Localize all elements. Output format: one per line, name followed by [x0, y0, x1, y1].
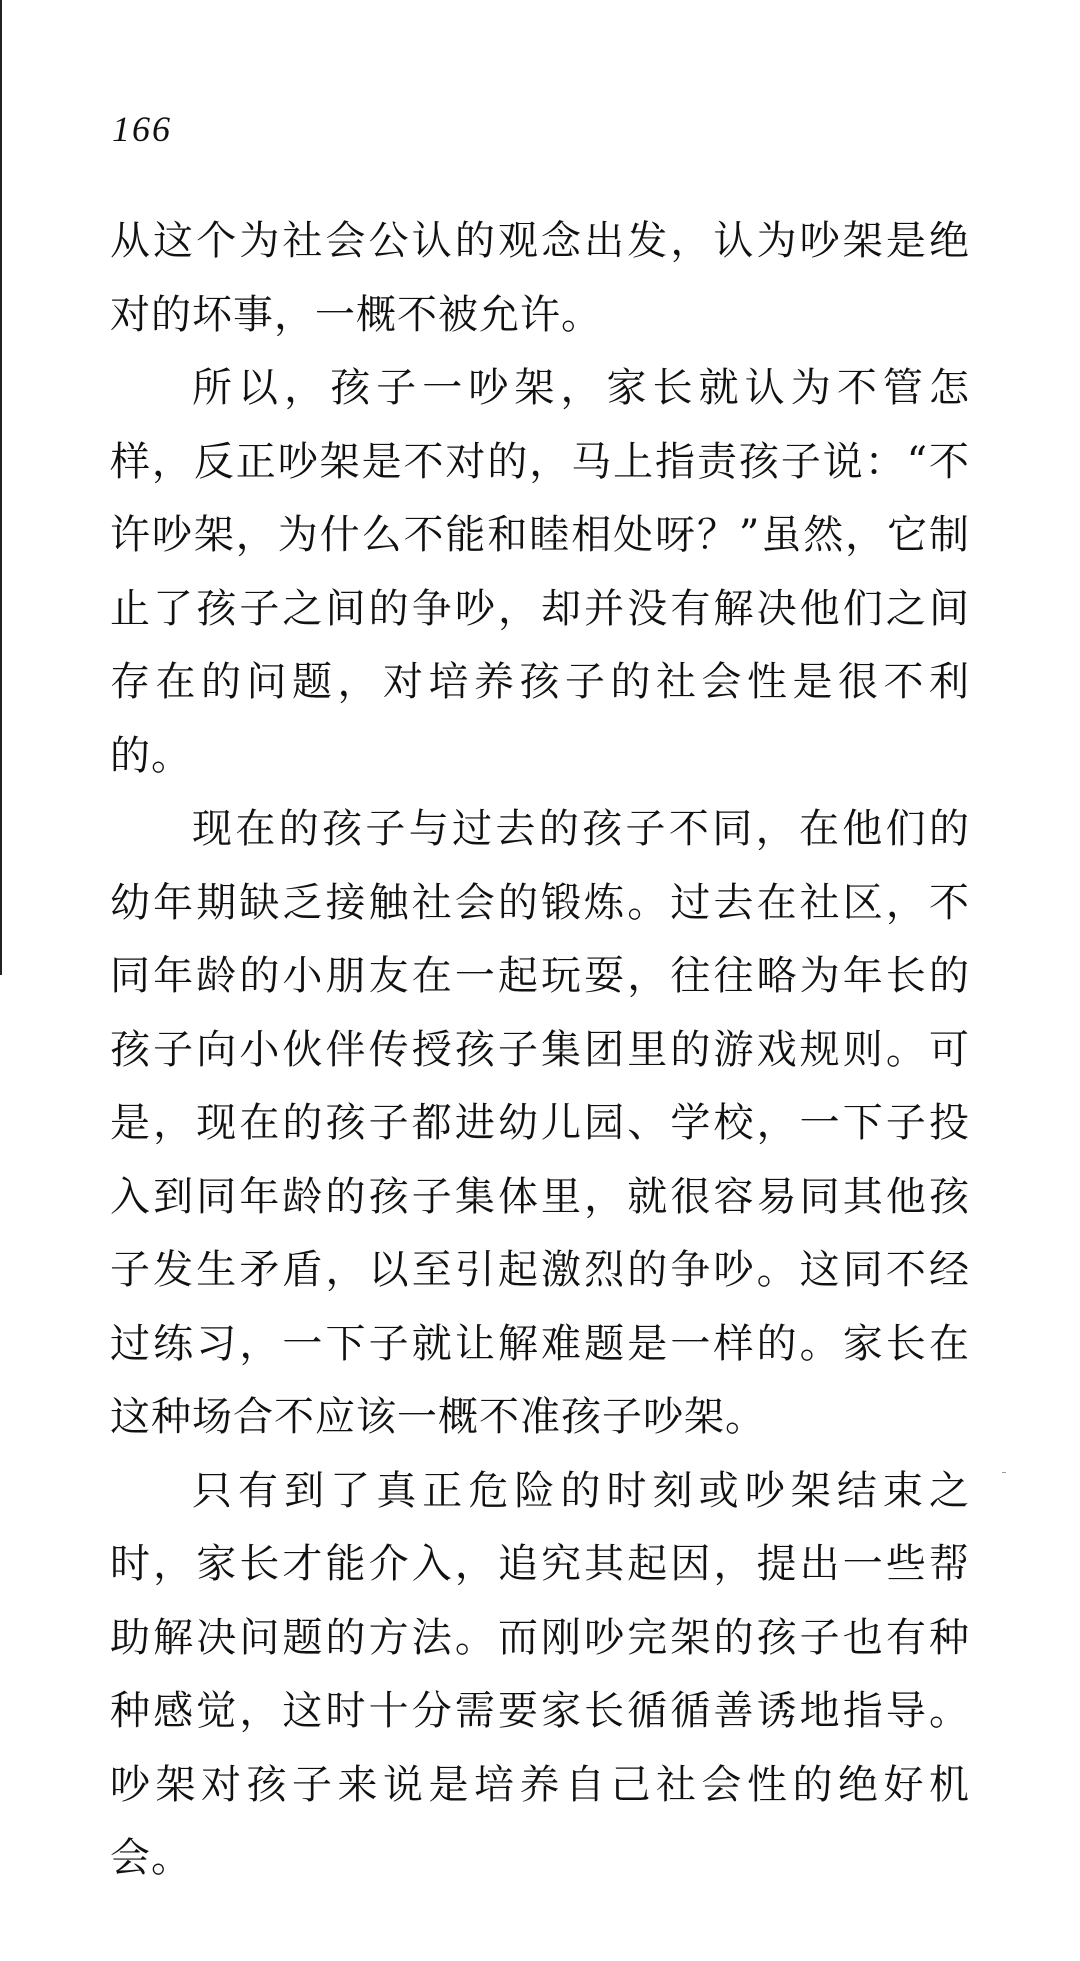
body-text	[110, 205, 970, 1896]
paragraph-1: 从这个为社会公认的观念出发，认为吵架是绝对的坏事，一概不被允许。	[110, 218, 970, 338]
paragraph-4: 只有到了真正危险的时刻或吵架结束之时，家长才能介入，追究其起因，提出一些帮助解决问题的方法。而刚吵完架的孩子也有种种感觉，这时十分需要家长循循善诱地指导。吵架对孩子来说是培养自己社会性的绝好机会。	[110, 1467, 970, 1881]
scan-speck	[1002, 1472, 1006, 1473]
page-number: 166	[112, 109, 172, 149]
paragraph-2: 所以，孩子一吵架，家长就认为不管怎样，反正吵架是不对的，马上指责孩子说：“不许吵架，为什么不能和睦相处呀？”虽然，它制止了孩子之间的争吵，却并没有解决他们之间存在的问题，对培养孩子的社会性是很不利的。	[110, 365, 970, 779]
paragraph-3: 现在的孩子与过去的孩子不同，在他们的幼年期缺乏接触社会的锻炼。过去在社区，不同年龄的小朋友在一起玩耍，往往略为年长的孩子向小伙伴传授孩子集团里的游戏规则。可是，现在的孩子都进幼儿园、学校，一下子投入到同年龄的孩子集体里，就很容易同其他孩子发生矛盾，以至引起激烈的争吵。这同不经过练习，一下子就让解难题是一样的。家长在这种场合不应该一概不准孩子吵架。	[110, 806, 970, 1440]
page-edge-rule	[0, 0, 2, 975]
